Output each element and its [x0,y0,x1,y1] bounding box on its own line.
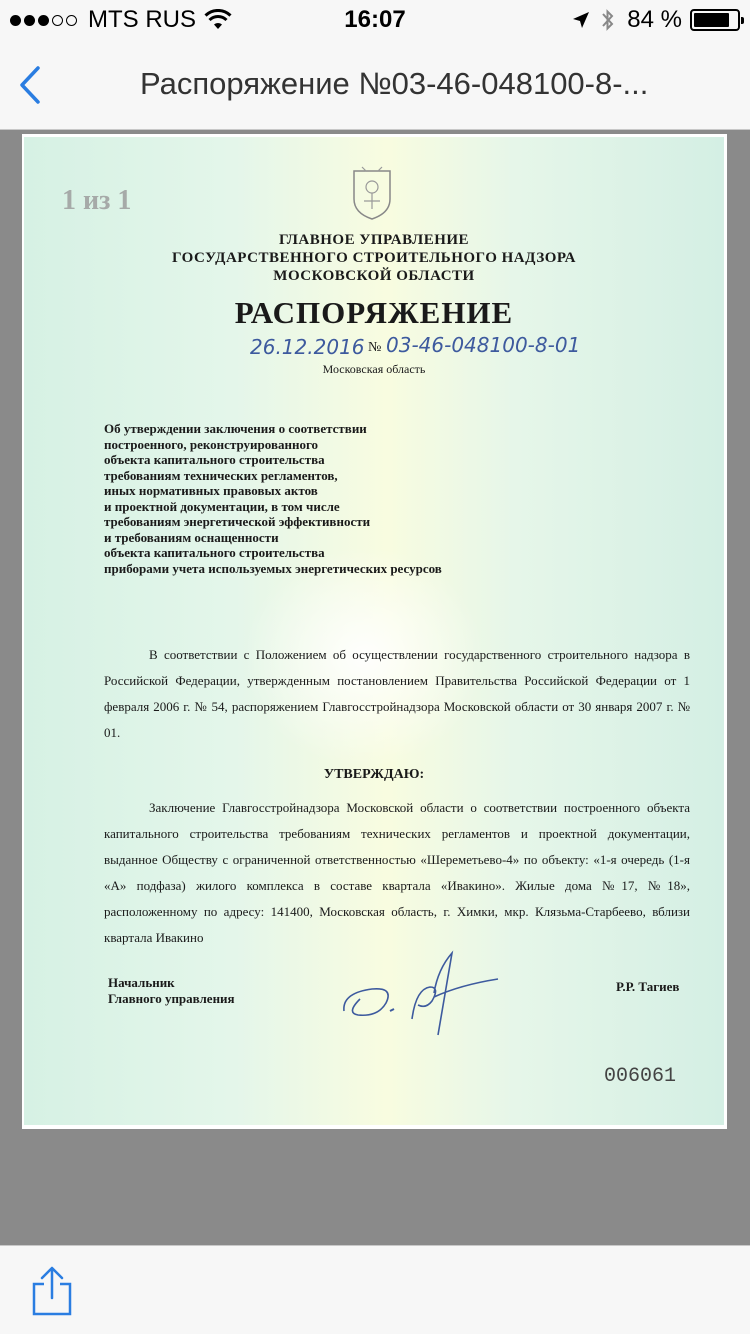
coat-of-arms-icon [350,165,394,221]
subject-line: приборами учета используемых энергетических ресурсов [104,560,442,576]
bluetooth-icon [601,8,615,32]
document-scan [24,137,724,1125]
signer-position [108,975,235,1007]
region-label: Московская область [322,362,426,376]
subject-line: Об утверждении заключения о соответствии [104,421,367,436]
subject-line: требованиям технических регламентов, [104,467,338,483]
decision-paragraph: Заключение Главгосстройнадзора Московской области о соответствии построенного объекта капитального строительства требованиям технических регламентов и проектной документации, выданное Обществу с ограниченной ответственностью «Шереметьево-4» по объекту: «1-я очередь (1-я «А» подфаза) жилого комплекса в составе квартала «Ивакино». Жилые дома №17, №18», расположенному по адресу: 141400, Московская область, г. Химки, мкр. Клязьма-Старбеево, вблизи квартала Ивакино [104,800,690,945]
handwritten-date: 26.12.2016 [250,335,365,359]
chevron-left-icon[interactable] [14,62,54,108]
subject-line: объекта капитального строительства [104,452,325,467]
signer-position-line: Начальник [108,975,175,990]
subject-line: построенного, реконструированного [104,436,319,452]
header-line: ГОСУДАРСТВЕННОГО СТРОИТЕЛЬНОГО НАДЗОРА [171,250,576,266]
signer-name: Р.Р. Тагиев [616,979,680,994]
carrier-name: MTS RUS [88,6,196,33]
subject-line: и проектной документации, в том числе [104,498,340,514]
serial-number: 006061 [604,1065,677,1088]
share-icon[interactable] [30,1264,74,1318]
document-heading: РАСПОРЯЖЕНИЕ [234,295,514,330]
subject-line: требованиям энергетической эффективности [104,514,371,529]
document-page[interactable] [22,134,727,1129]
bottom-toolbar [0,1245,750,1334]
subject-line: и требованиям оснащенности [104,529,279,545]
approve-heading: УТВЕРЖДАЮ: [323,767,425,782]
header-line: ГЛАВНОЕ УПРАВЛЕНИЕ [278,232,470,248]
handwritten-signature [334,949,504,1039]
handwritten-number: 03-46-048100-8-01 [386,333,581,357]
number-label: № [368,340,382,355]
document-title: Распоряжение №03-46-048100-8-... [140,66,649,101]
battery-percentage: 84 % [627,6,682,33]
location-arrow-icon [571,10,591,30]
subject-line: иных нормативных правовых актов [104,483,318,498]
status-bar [0,0,750,40]
page-indicator: 1 из 1 [62,185,132,216]
navigation-bar [0,40,750,130]
subject-line: объекта капитального строительства [104,545,325,560]
clock: 16:07 [344,6,406,33]
battery-icon [690,9,740,31]
header-line: МОСКОВСКОЙ ОБЛАСТИ [273,268,475,284]
preamble-paragraph: В соответствии с Положением об осуществлении государственного строительного надзора в Российской Федерации, утвержденным постановлением Правительства Российской Федерации от 1 февраля 2006 г. № 54, распоряжением Главгосстройнадзора Московской области от 30 января 2007 г. № 01. [104,647,690,740]
subject-block [104,421,444,576]
signer-position-line: Главного управления [108,991,235,1006]
status-right [571,6,740,34]
